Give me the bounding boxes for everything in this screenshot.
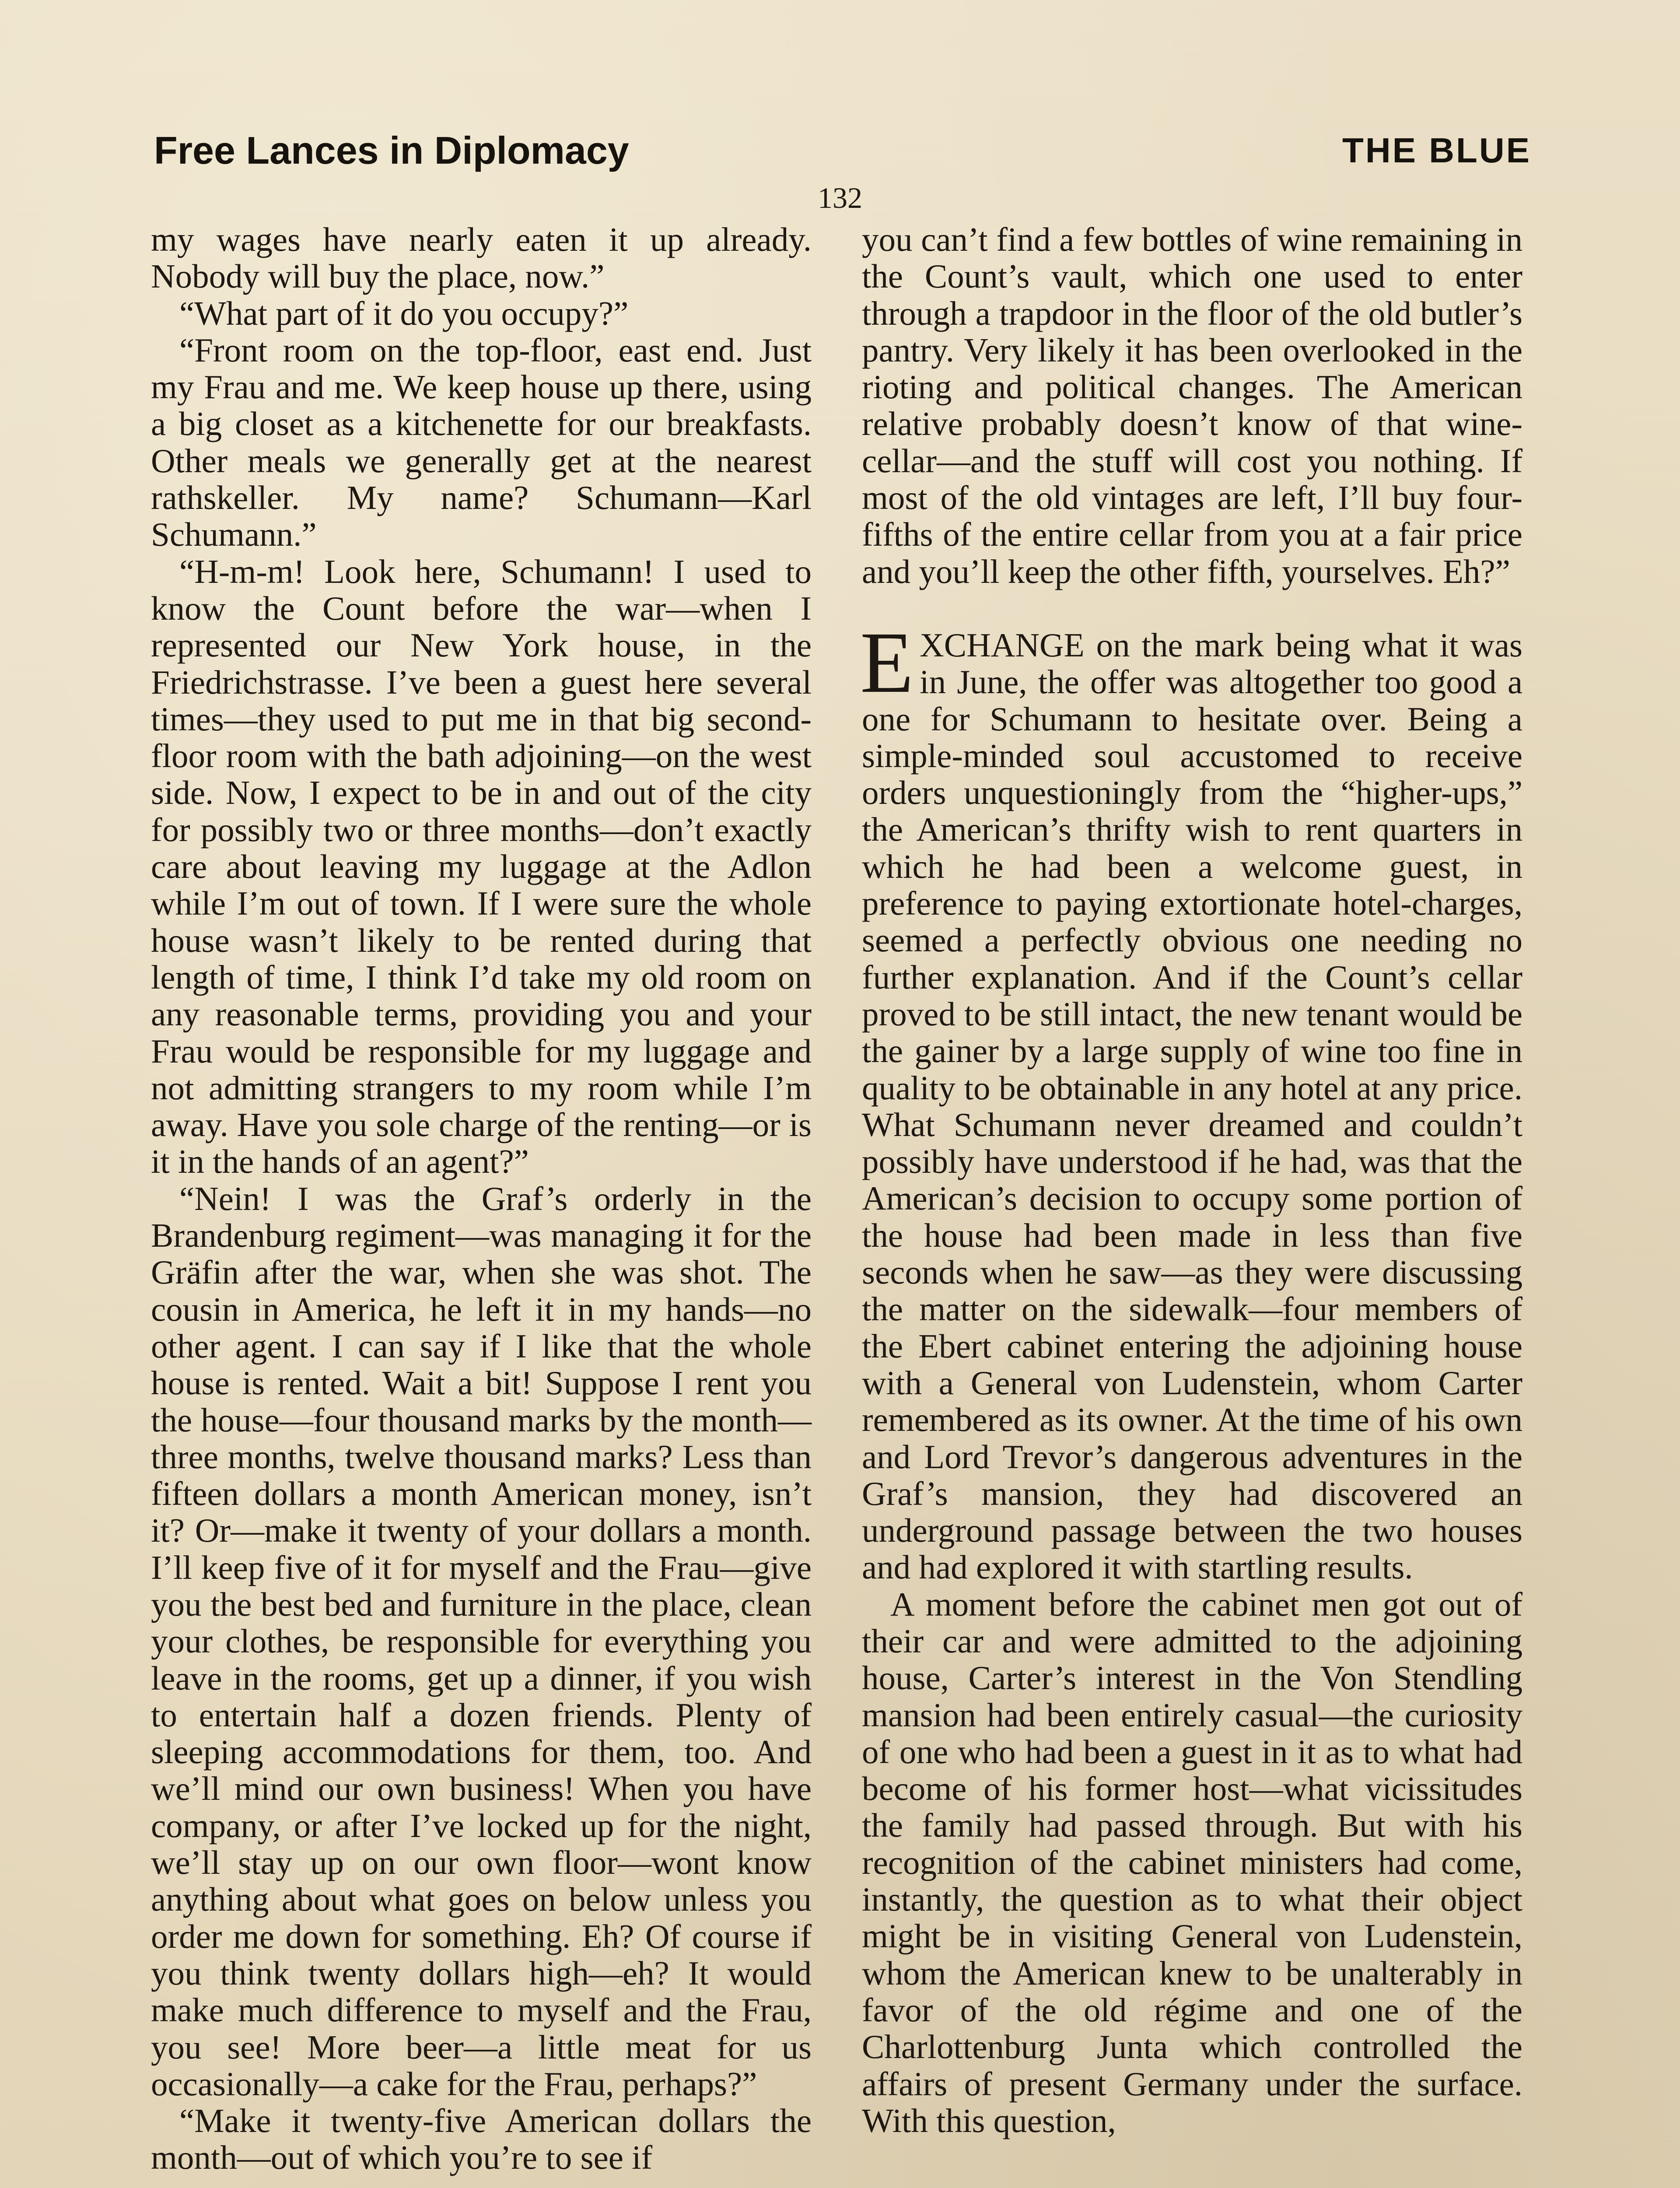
drop-cap: E: [860, 614, 914, 711]
running-title-right: THE BLUE: [1342, 131, 1531, 170]
paragraph: “What part of it do you occupy?”: [179, 294, 629, 332]
section-opening-paragraph: [860, 614, 1522, 1586]
paragraph: “Make it twenty-five American dollars the month—out of which you’re to see if: [151, 2102, 812, 2177]
running-title-left: Free Lances in Diplomacy: [154, 129, 629, 172]
paragraph: “Front room on the top-floor, east end. Just my Frau and me. We keep house up there, using a big closet as a kitchenette for our breakfasts. Other meals we generally get at the nearest rathskeller. My name? Schumann—Karl Schumann.”: [151, 331, 812, 554]
section-opening-text: XCHANGE on the mark being what it was in June, the offer was altogether too good a one for Schumann to hesitate over. Being a simple-minded soul accustomed to receive orders unquestioningly from the “higher-ups,” the American’s thrifty wish to rent quarters in which he had been a welcome guest, in preference to paying extortionate hotel-charges, seemed a perfectly obvious one needing no further explanation. And if the Count’s cellar proved to be still intact, the new tenant would be the gainer by a large supply of wine too fine in quality to be obtainable in any hotel at any price. What Schumann never dreamed and couldn’t possibly have understood if he had, was that the American’s decision to occupy some portion of the house had been made in less than five seconds when he saw—as they were discussing the matter on the sidewalk—four members of the Ebert cabinet entering the adjoining house with a General von Ludenstein, whom Carter remembered as its owner. At the time of his own and Lord Trevor’s dangerous adventures in the Graf’s mansion, they had discovered an underground passage between the two houses and had explored it with startling results.: [862, 626, 1522, 1586]
paragraph: my wages have nearly eaten it up already. Nobody will buy the place, now.”: [151, 221, 812, 295]
paragraph: “H-m-m! Look here, Schumann! I used to know the Count before the war—when I represented our New York house, in the Friedrichstrasse. I’ve been a guest here several times—they used to put me in that big second-floor room with the bath adjoining—on the west side. Now, I expect to be in and out of the city for possibly two or three months—don’t exactly care about leaving my luggage at the Adlon while I’m out of town. If I were sure the whole house wasn’t likely to be rented during that length of time, I think I’d take my old room on any reasonable terms, providing you and your Frau would be responsible for my luggage and not admitting strangers to my room while I’m away. Have you sole charge of the renting—or is it in the hands of an agent?”: [151, 552, 812, 1181]
page-number: 132: [818, 181, 862, 214]
paragraph: A moment before the cabinet men got out of their car and were admitted to the adjoining house, Carter’s interest in the Von Stendling mansion had been entirely casual—the curiosity of one who had been a guest in it as to what had become of his former host—what vicissitudes the family had passed through. But with his recognition of the cabinet ministers had come, instantly, the question as to what their object might be in visiting General von Ludenstein, whom the American knew to be unalterably in favor of the old régime and one of the Charlottenburg Junta which controlled the affairs of present Germany under the surface. With this question,: [862, 1585, 1522, 2139]
left-column: [151, 221, 812, 2176]
paragraph: you can’t find a few bottles of wine remaining in the Count’s vault, which one used to enter through a trapdoor in the floor of the old butler’s pantry. Very likely it has been overlooked in the rioting and political changes. The American relative probably doesn’t know of that wine-cellar—and the stuff will cost you nothing. If most of the old vintages are left, I’ll buy four-fifths of the entire cellar from you at a fair price and you’ll keep the other fifth, yourselves. Eh?”: [862, 221, 1522, 590]
paragraph: “Nein! I was the Graf’s orderly in the Brandenburg regiment—was managing it for the Gräfin after the war, when she was shot. The cousin in America, he left it in my hands—no other agent. I can say if I like that the whole house is rented. Wait a bit! Suppose I rent you the house—four thousand marks by the month—three months, twelve thousand marks? Less than fifteen dollars a month American money, isn’t it? Or—make it twenty of your dollars a month. I’ll keep five of it for myself and the Frau—give you the best bed and furniture in the place, clean your clothes, be responsible for everything you leave in the rooms, get up a dinner, if you wish to entertain half a dozen friends. Plenty of sleeping accommodations for them, too. And we’ll mind our own business! When you have company, or after I’ve locked up for the night, we’ll stay up on our own floor—wont know anything about what goes on below unless you order me down for something. Eh? Of course if you think twenty dollars high—eh? It would make much difference to myself and the Frau, you see! More beer—a little meat for us occasionally—a cake for the Frau, perhaps?”: [151, 1179, 812, 2103]
right-column: [862, 221, 1522, 2139]
